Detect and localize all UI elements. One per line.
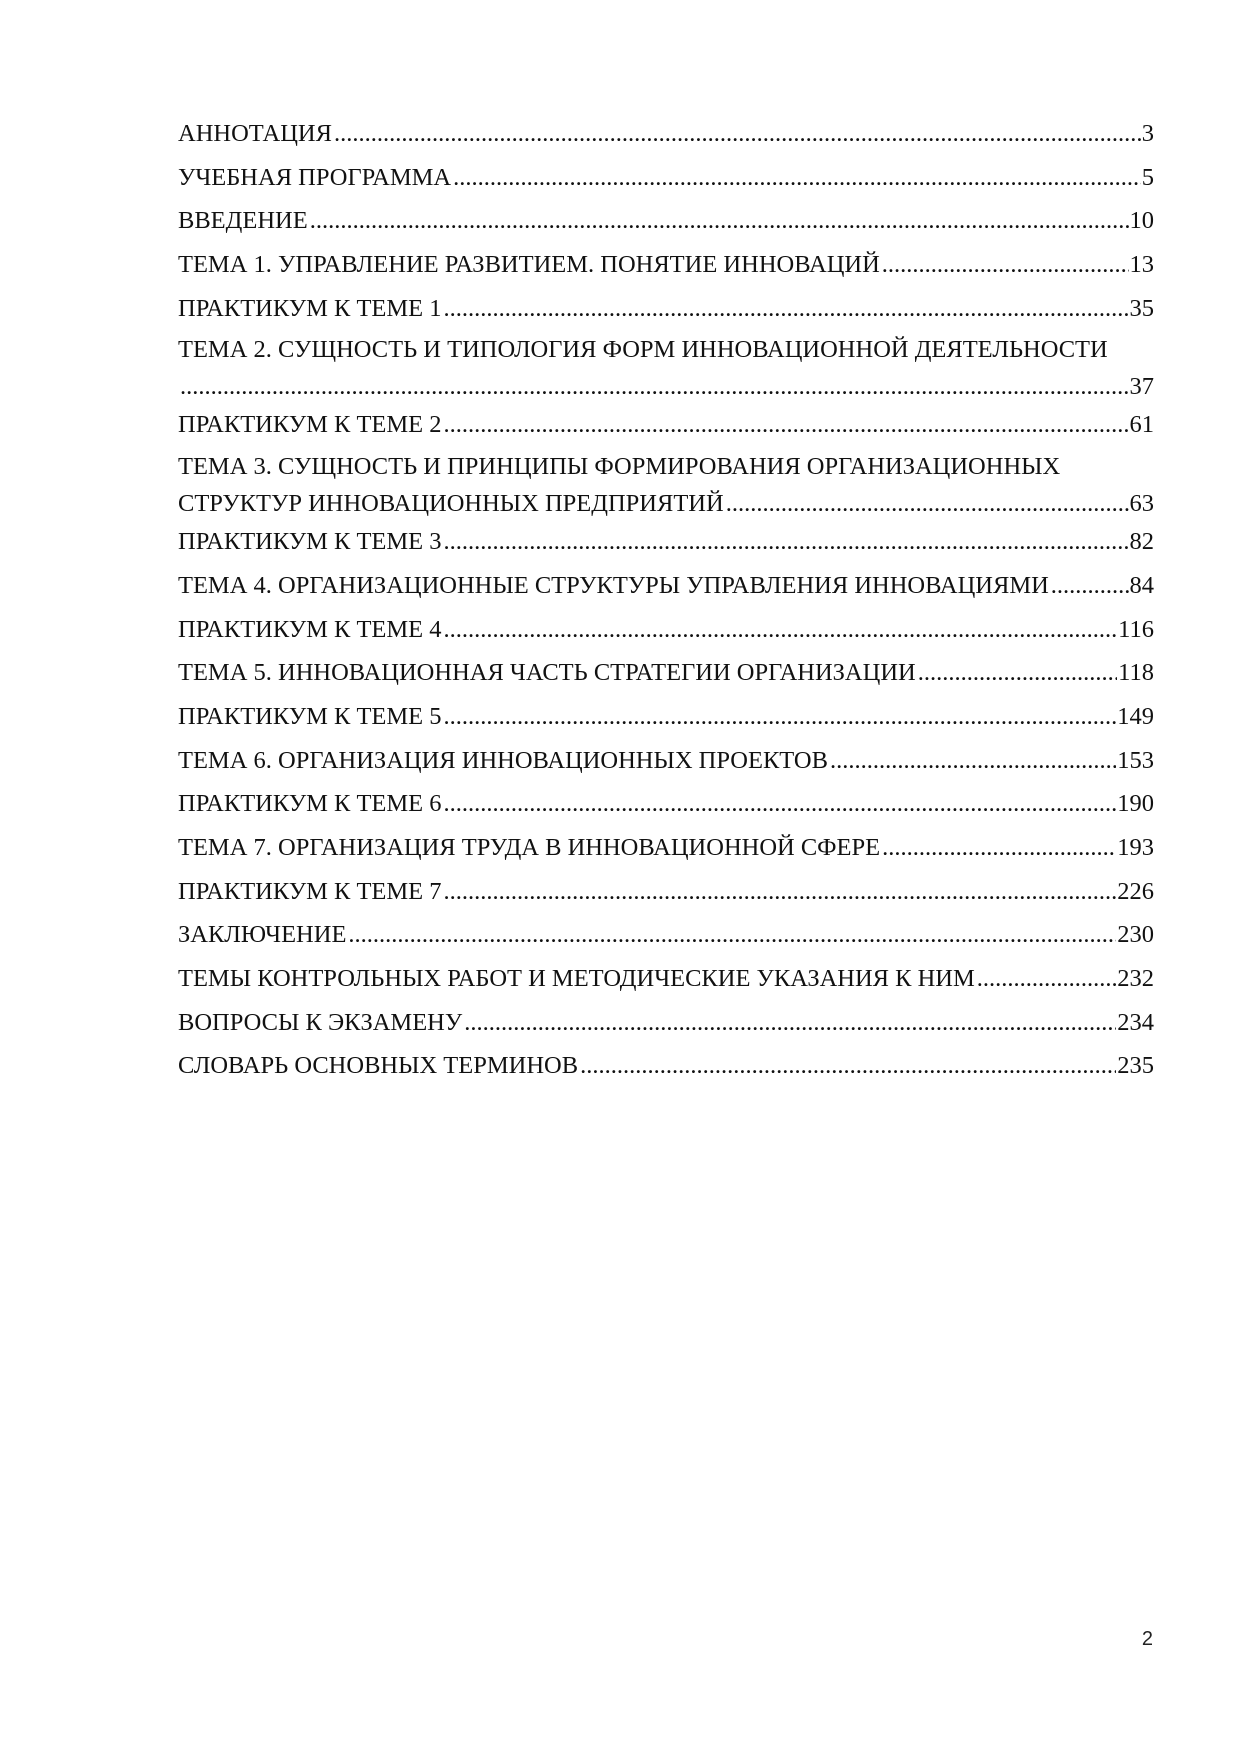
toc-entry-line2 — [178, 370, 1154, 403]
toc-entry-title: ВОПРОСЫ К ЭКЗАМЕНУ — [178, 1008, 463, 1036]
toc-entry[interactable] — [178, 112, 1154, 156]
toc-entry[interactable] — [178, 564, 1154, 608]
table-of-contents — [178, 112, 1154, 1088]
toc-entry-title: ВВЕДЕНИЕ — [178, 207, 308, 235]
toc-entry-page: 230 — [1117, 921, 1154, 949]
toc-dot-leader — [1051, 564, 1129, 608]
toc-entry[interactable] — [178, 287, 1154, 331]
toc-dot-leader — [453, 156, 1141, 200]
toc-entry-page: 3 — [1141, 120, 1154, 147]
toc-dot-leader — [444, 287, 1129, 331]
toc-entry-page: 63 — [1129, 490, 1154, 518]
toc-entry-page: 35 — [1129, 294, 1154, 322]
toc-entry[interactable] — [178, 1044, 1154, 1088]
toc-entry[interactable] — [178, 156, 1154, 200]
toc-entry-page: 82 — [1129, 528, 1154, 556]
toc-dot-leader — [334, 112, 1141, 156]
toc-entry-title: ТЕМЫ КОНТРОЛЬНЫХ РАБОТ И МЕТОДИЧЕСКИЕ УКАЗАНИЯ К НИМ — [178, 965, 975, 992]
toc-entry-page: 118 — [1118, 659, 1154, 687]
toc-dot-leader — [882, 243, 1129, 287]
toc-entry-multiline[interactable] — [178, 330, 1154, 403]
toc-dot-leader — [444, 870, 1117, 914]
toc-entry-title: ПРАКТИКУМ К ТЕМЕ 6 — [178, 790, 442, 818]
toc-dot-leader — [444, 403, 1129, 447]
toc-entry-page: 61 — [1129, 411, 1154, 439]
toc-entry-page: 226 — [1117, 877, 1154, 905]
toc-dot-leader — [830, 739, 1116, 783]
toc-dot-leader — [882, 826, 1116, 870]
toc-entry-title: ЗАКЛЮЧЕНИЕ — [178, 921, 347, 949]
toc-entry-page: 37 — [1129, 373, 1154, 401]
toc-entry-line2 — [178, 487, 1154, 520]
toc-entry-title: СЛОВАРЬ ОСНОВНЫХ ТЕРМИНОВ — [178, 1052, 579, 1080]
toc-dot-leader — [726, 487, 1129, 520]
toc-entry-page: 116 — [1118, 615, 1154, 643]
page-number: 2 — [1141, 1628, 1153, 1650]
toc-entry[interactable] — [178, 403, 1154, 447]
toc-entry[interactable] — [178, 1001, 1154, 1045]
toc-entry[interactable] — [178, 957, 1154, 1001]
toc-entry-page: 190 — [1117, 790, 1154, 818]
toc-entry-page: 149 — [1117, 702, 1154, 730]
toc-entry-title: ПРАКТИКУМ К ТЕМЕ 5 — [178, 702, 442, 730]
toc-entry[interactable] — [178, 695, 1154, 739]
toc-dot-leader — [444, 782, 1117, 826]
toc-entry[interactable] — [178, 870, 1154, 914]
toc-entry-page: 84 — [1129, 571, 1154, 599]
toc-entry-title: ТЕМА 6. ОРГАНИЗАЦИЯ ИННОВАЦИОННЫХ ПРОЕКТОВ — [178, 746, 828, 774]
toc-entry-title: ПРАКТИКУМ К ТЕМЕ 1 — [178, 294, 442, 322]
toc-dot-leader — [918, 651, 1117, 695]
toc-entry-title: ТЕМА 7. ОРГАНИЗАЦИЯ ТРУДА В ИННОВАЦИОННОЙ СФЕРЕ — [178, 833, 881, 861]
toc-entry-page: 232 — [1117, 965, 1154, 992]
toc-dot-leader — [310, 199, 1129, 243]
toc-entry-title-line2: СТРУКТУР ИННОВАЦИОННЫХ ПРЕДПРИЯТИЙ — [178, 490, 724, 518]
toc-entry[interactable] — [178, 520, 1154, 564]
toc-entry-title: ТЕМА 1. УПРАВЛЕНИЕ РАЗВИТИЕМ. ПОНЯТИЕ ИННОВАЦИЙ — [178, 251, 880, 279]
toc-dot-leader — [444, 695, 1117, 739]
toc-entry[interactable] — [178, 243, 1154, 287]
toc-entry-multiline[interactable] — [178, 447, 1154, 520]
toc-dot-leader — [977, 957, 1116, 1001]
toc-entry[interactable] — [178, 913, 1154, 957]
toc-entry-page: 234 — [1117, 1008, 1154, 1036]
toc-entry[interactable] — [178, 782, 1154, 826]
toc-entry-title: ПРАКТИКУМ К ТЕМЕ 7 — [178, 877, 442, 905]
toc-entry-page: 10 — [1129, 207, 1154, 235]
toc-entry[interactable] — [178, 608, 1154, 652]
toc-entry-title: ТЕМА 4. ОРГАНИЗАЦИОННЫЕ СТРУКТУРЫ УПРАВЛЕНИЯ ИННОВАЦИЯМИ — [178, 571, 1049, 599]
toc-entry-page: 235 — [1117, 1052, 1154, 1080]
toc-entry-title-line1: ТЕМА 3. СУЩНОСТЬ И ПРИНЦИПЫ ФОРМИРОВАНИЯ ОРГАНИЗАЦИОННЫХ — [178, 453, 1061, 481]
toc-entry-page: 193 — [1117, 833, 1154, 861]
toc-dot-leader — [580, 1044, 1116, 1088]
toc-entry-page: 13 — [1129, 251, 1154, 279]
toc-entry[interactable] — [178, 651, 1154, 695]
toc-entry[interactable] — [178, 739, 1154, 783]
toc-entry-title: ПРАКТИКУМ К ТЕМЕ 3 — [178, 528, 442, 556]
toc-entry-page: 153 — [1117, 746, 1154, 774]
toc-entry-title-line1: ТЕМА 2. СУЩНОСТЬ И ТИПОЛОГИЯ ФОРМ ИННОВАЦИОННОЙ ДЕЯТЕЛЬНОСТИ — [178, 336, 1108, 364]
toc-entry-title: УЧЕБНАЯ ПРОГРАММА — [178, 163, 452, 191]
toc-dot-leader — [180, 370, 1129, 403]
toc-entry-title: АННОТАЦИЯ — [178, 120, 332, 147]
toc-entry-title: ТЕМА 5. ИННОВАЦИОННАЯ ЧАСТЬ СТРАТЕГИИ ОРГАНИЗАЦИИ — [178, 659, 916, 687]
toc-entry[interactable] — [178, 826, 1154, 870]
toc-entry-title: ПРАКТИКУМ К ТЕМЕ 2 — [178, 411, 442, 439]
toc-dot-leader — [464, 1001, 1116, 1045]
toc-dot-leader — [348, 913, 1116, 957]
toc-entry[interactable] — [178, 199, 1154, 243]
toc-dot-leader — [444, 520, 1129, 564]
toc-entry-page: 5 — [1141, 163, 1154, 191]
toc-dot-leader — [444, 608, 1118, 652]
toc-entry-title: ПРАКТИКУМ К ТЕМЕ 4 — [178, 615, 442, 643]
